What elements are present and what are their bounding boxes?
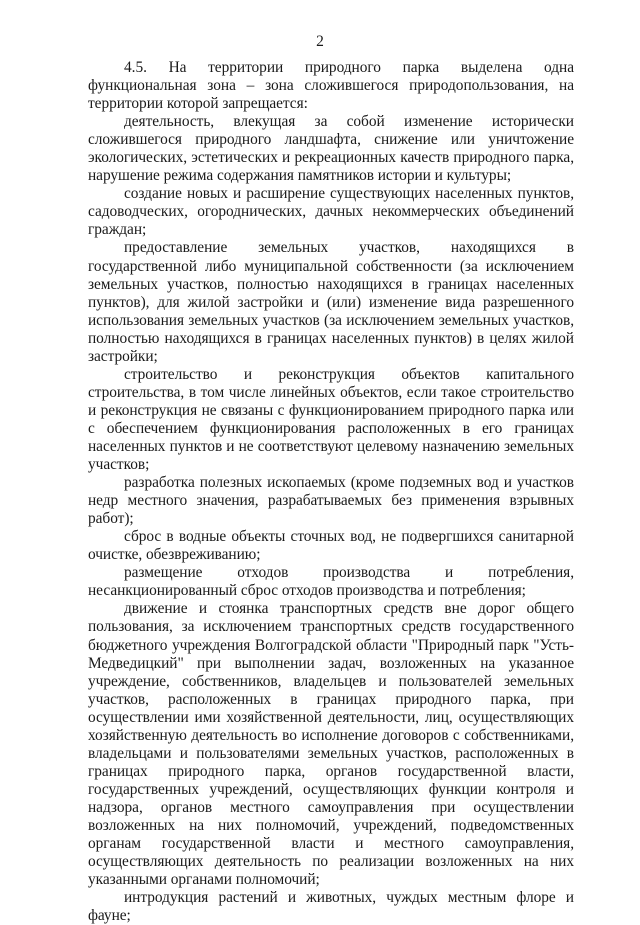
paragraph-section-4-5: 4.5. На территории природного парка выделена одна функциональная зона – зона сложившегося природопользования, на территории которой запрещается: <box>88 59 574 113</box>
document-body <box>88 59 574 925</box>
paragraph-waste-disposal: размещение отходов производства и потребления, несанкционированный сброс отходов производства и потребления; <box>88 564 574 600</box>
paragraph-vehicles: движение и стоянка транспортных средств вне дорог общего пользования, за исключением транспортных средств государственного бюджетного учреждения Волгоградской области "Природный парк "Усть-Медведицкий" при выполнении задач, возложенных на указанное учреждение, собственников, владельцев и пользователей земельных участков, расположенных в границах природного парка, при осуществлении ими хозяйственной деятельности, лиц, осуществляющих хозяйственную деятельность во исполнение договоров с собственниками, владельцами и пользователями земельных участков, расположенных в границах природного парка, органов государственной власти, государственных учреждений, осуществляющих функции контроля и надзора, органов местного самоуправления при осуществлении возложенных на них полномочий, учреждений, подведомственных органам государственной власти и местного самоуправления, осуществляющих деятельность по реализации возложенных на них указанными органами полномочий; <box>88 600 574 889</box>
paragraph-construction: строительство и реконструкция объектов капитального строительства, в том числе линейных объектов, если такое строительство и реконструкция не связаны с функционированием природного парка или с обеспечением функционирования расположенных в его границах населенных пунктов и не соответствуют целевому назначению земельных участков; <box>88 365 574 474</box>
paragraph-introduction-species: интродукция растений и животных, чуждых местным флоре и фауне; <box>88 889 574 925</box>
paragraph-settlements: создание новых и расширение существующих населенных пунктов, садоводческих, огороднических, дачных некоммерческих объединений граждан; <box>88 185 574 239</box>
page-number: 2 <box>316 33 324 50</box>
paragraph-wastewater: сброс в водные объекты сточных вод, не подвергшихся санитарной очистке, обезвреживанию; <box>88 528 574 564</box>
paragraph-landscape-change: деятельность, влекущая за собой изменение исторически сложившегося природного ландшафта, снижение или уничтожение экологических, эстетических и рекреационных качеств природного парка, нарушение режима содержания памятников истории и культуры; <box>88 113 574 185</box>
paragraph-mining: разработка полезных ископаемых (кроме подземных вод и участков недр местного значения, разрабатываемых без применения взрывных работ); <box>88 474 574 528</box>
paragraph-land-plots: предоставление земельных участков, находящихся в государственной либо муниципальной собственности (за исключением земельных участков, полностью находящихся в границах населенных пунктов), для жилой застройки и (или) изменение вида разрешенного использования земельных участков (за исключением земельных участков, полностью находящихся в границах населенных пунктов) в целях жилой застройки; <box>88 239 574 365</box>
